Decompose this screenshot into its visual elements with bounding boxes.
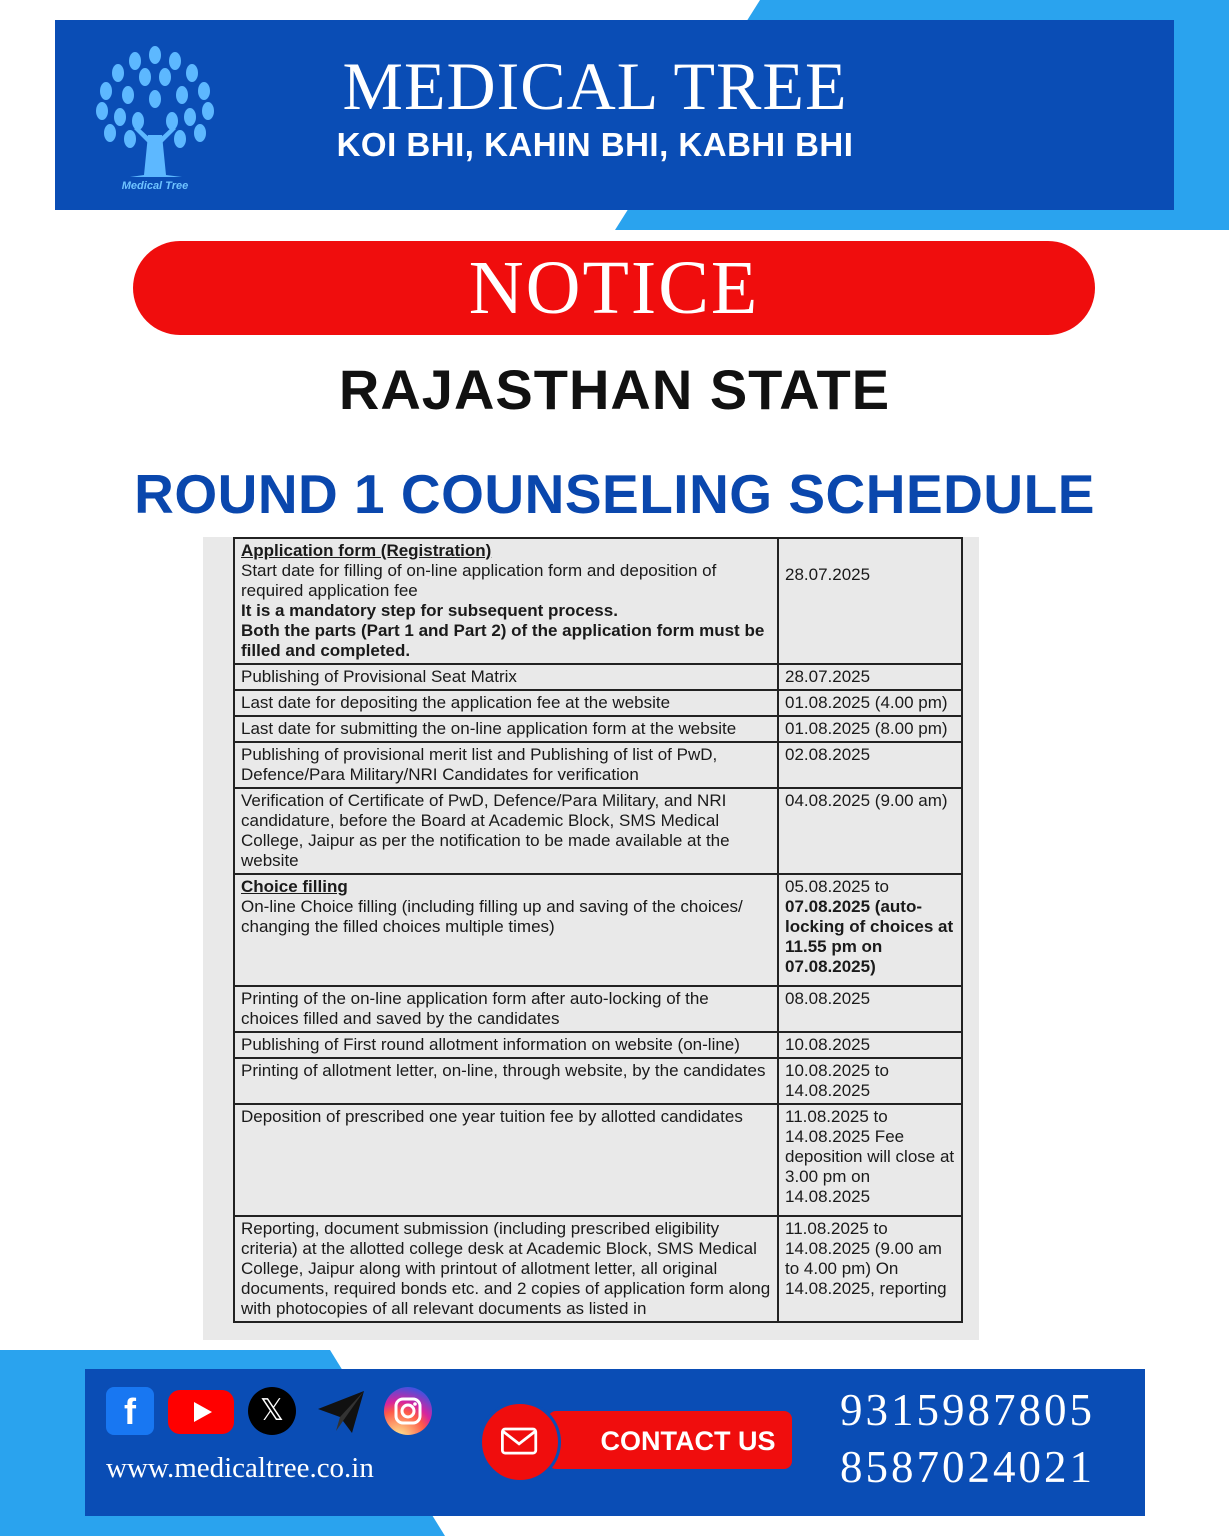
schedule-title: ROUND 1 COUNSELING SCHEDULE [134,463,1095,525]
event-cell: Printing of allotment letter, on-line, through website, by the candidates [234,1058,778,1104]
section-heading: Choice filling [241,877,348,896]
table-row [234,716,962,742]
table-row [234,1058,962,1104]
instagram-icon[interactable] [384,1387,432,1435]
table-row [234,538,962,664]
date-cell [778,874,962,986]
logo-text: Medical Tree [121,180,189,192]
schedule-table [233,537,963,1323]
event-text: Start date for filling of on-line application form and deposition of required application fee [241,561,717,600]
website-link[interactable]: www.medicaltree.co.in [106,1452,374,1484]
facebook-icon[interactable]: f [106,1387,154,1435]
brand-tagline: KOI BHI, KAHIN BHI, KABHI BHI [336,126,854,163]
event-note: Both the parts (Part 1 and Part 2) of the application form must be filled and completed. [241,621,765,660]
event-text: On-line Choice filling (including filling up and saving of the choices/ changing the filled choices multiple times) [241,897,743,936]
mail-icon[interactable] [479,1401,561,1483]
event-cell: Publishing of provisional merit list and Publishing of list of PwD, Defence/Para Military/NRI Candidates for verification [234,742,778,788]
event-cell [234,874,778,986]
notice-banner: NOTICE [133,241,1095,335]
table-row [234,1104,962,1216]
state-heading: RAJASTHAN STATE [338,358,891,421]
table-row [234,664,962,690]
x-twitter-icon[interactable]: 𝕏 [248,1387,296,1435]
date-cell: 11.08.2025 to 14.08.2025 Fee deposition will close at 3.00 pm on 14.08.2025 [778,1104,962,1216]
table-row [234,986,962,1032]
date-text: 28.07.2025 [785,565,871,584]
telegram-icon[interactable] [316,1387,366,1435]
event-cell: Publishing of First round allotment information on website (on-line) [234,1032,778,1058]
date-cell: 04.08.2025 (9.00 am) [778,788,962,874]
date-cell [778,538,962,664]
phone-number-secondary[interactable]: 8587024021 [840,1442,1095,1492]
schedule-document [203,537,979,1340]
event-cell: Last date for submitting the on-line application form at the website [234,716,778,742]
contact-us-button[interactable]: CONTACT US [548,1411,792,1469]
event-cell: Last date for depositing the application fee at the website [234,690,778,716]
date-cell: 10.08.2025 [778,1032,962,1058]
event-cell: Deposition of prescribed one year tuition fee by allotted candidates [234,1104,778,1216]
event-note: It is a mandatory step for subsequent process. [241,601,618,620]
table-row [234,1216,962,1322]
table-row [234,788,962,874]
phone-number-primary[interactable]: 9315987805 [840,1385,1095,1435]
date-cell: 02.08.2025 [778,742,962,788]
youtube-icon[interactable] [168,1390,234,1434]
event-cell: Printing of the on-line application form after auto-locking of the choices filled and saved by the candidates [234,986,778,1032]
date-text: 05.08.2025 to [785,877,889,896]
date-cell: 01.08.2025 (4.00 pm) [778,690,962,716]
event-cell: Publishing of Provisional Seat Matrix [234,664,778,690]
date-cell: 08.08.2025 [778,986,962,1032]
date-cell: 01.08.2025 (8.00 pm) [778,716,962,742]
table-row [234,742,962,788]
event-cell: Reporting, document submission (including prescribed eligibility criteria) at the allotted college desk at Academic Block, SMS Medical College, Jaipur along with printout of allotment letter, all original documents, required bonds etc. and 2 copies of application form along with photocopies of all relevant documents as listed in [234,1216,778,1322]
date-note: 07.08.2025 (auto-locking of choices at 11.55 pm on 07.08.2025) [785,897,954,976]
date-cell: 10.08.2025 to 14.08.2025 [778,1058,962,1104]
date-cell: 11.08.2025 to 14.08.2025 (9.00 am to 4.00 pm) On 14.08.2025, reporting [778,1216,962,1322]
table-row [234,1032,962,1058]
section-heading: Application form (Registration) [241,541,492,560]
event-cell [234,538,778,664]
tree-icon [90,45,220,195]
event-cell: Verification of Certificate of PwD, Defence/Para Military, and NRI candidature, before the Board at Academic Block, SMS Medical College, Jaipur as per the notification to be made available at the website [234,788,778,874]
table-row [234,874,962,986]
table-row [234,690,962,716]
date-cell: 28.07.2025 [778,664,962,690]
brand-title: MEDICAL TREE [342,48,848,124]
